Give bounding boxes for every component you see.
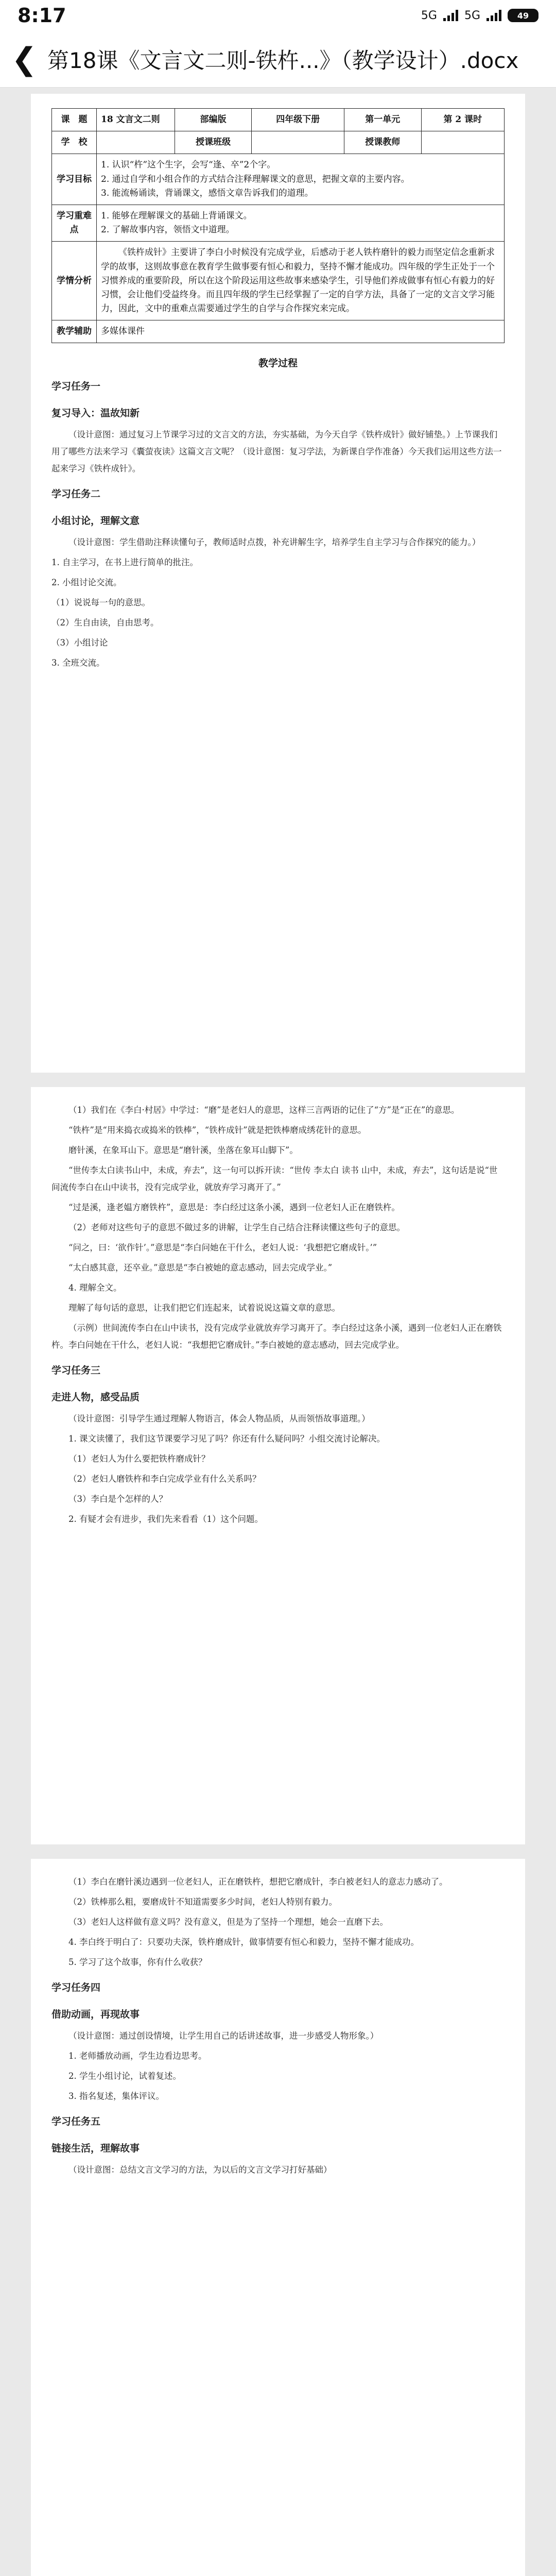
paragraph: 1. 课文读懂了，我们这节课要学习见了吗？你还有什么疑问吗？小组交流讨论解决。 <box>68 1434 385 1444</box>
cell-teacher-label: 授课教师 <box>344 131 421 154</box>
status-time: 8:17 <box>18 4 66 27</box>
cell-aid-label: 教学辅助 <box>52 320 97 343</box>
page-2 <box>31 1087 525 1844</box>
page-1 <box>31 94 525 1073</box>
task-2-heading: 学习任务二 <box>51 488 101 500</box>
task-2-item: （2）生自由读，自由思考。 <box>51 618 159 628</box>
task-4-subheading: 借助动画，再现故事 <box>51 2009 140 2020</box>
paragraph: 1. 老师播放动画，学生边看边思考。 <box>68 2051 207 2061</box>
signal-label-1: 5G <box>421 9 437 22</box>
task-3-subheading: 走进人物，感受品质 <box>51 1392 140 1403</box>
cell-goals: 1. 认识“杵”这个生字，会写“逢、卒”2个字。 2. 通过自学和小组合作的方式结合注释理解课文的意思，把握文章的主要内容。 3. 能流畅诵读，背诵课文，感悟文章告诉我们的道理。 <box>97 154 505 205</box>
paragraph: （3）老妇人这样做有意义吗？没有意义，但是为了坚持一个理想，她会一直磨下去。 <box>68 1917 388 1927</box>
task-4-heading: 学习任务四 <box>51 1982 101 1993</box>
cell-class <box>252 131 344 154</box>
paragraph: （示例）世间流传李白在山中读书，没有完成学业就放弃学习离开了。李白经过这条小溪，遇到一位老妇人正在磨铁杵。李白问她在干什么，老妇人说：“我想把它磨成针。”李白被她的意志感动，回去完成学业。 <box>51 1323 502 1350</box>
paragraph: （2）老师对这些句子的意思不做过多的讲解，让学生自己结合注释读懂这些句子的意思。 <box>68 1223 405 1232</box>
status-icons <box>421 9 538 22</box>
task-3-heading: 学习任务三 <box>51 1365 101 1376</box>
paragraph: “铁杵”是“用来捣衣或捣米的铁棒”，“铁杵成针”就是把铁棒磨成绣花针的意思。 <box>68 1125 367 1135</box>
paragraph: “问之，曰：‘欲作针’。”意思是“李白问她在干什么，老妇人说：‘我想把它磨成针。’” <box>68 1243 377 1252</box>
paragraph: （3）李白是个怎样的人？ <box>68 1494 167 1504</box>
status-bar <box>0 0 556 31</box>
task-2-item: （1）说说每一句的意思。 <box>51 598 150 608</box>
cell-topic-label: 课 题 <box>52 109 97 131</box>
paragraph: 3. 指名复述，集体评议。 <box>68 2091 164 2101</box>
task-2-subheading: 小组讨论，理解文意 <box>51 515 140 527</box>
cell-analysis-label: 学情分析 <box>52 242 97 320</box>
paragraph: 4. 李白终于明白了：只要功夫深，铁杵磨成针，做事情要有恒心和毅力，坚持不懈才能成功。 <box>68 1937 419 1947</box>
cell-school-label: 学 校 <box>52 131 97 154</box>
paragraph: （1）我们在《李白·村居》中学过：“磨”是老妇人的意思，这样三言两语的记住了“方”是“正在”的意思。 <box>68 1105 460 1115</box>
task-2-item: （3）小组讨论 <box>51 638 108 648</box>
task-5-subheading: 链接生活，理解故事 <box>51 2143 140 2154</box>
paragraph: （2）铁棒那么粗，要磨成针不知道需要多少时间，老妇人特别有毅力。 <box>68 1897 337 1907</box>
cell-class-label: 授课班级 <box>175 131 252 154</box>
cell-aid: 多媒体课件 <box>97 320 505 343</box>
paragraph: （2）老妇人磨铁杵和李白完成学业有什么关系吗？ <box>68 1474 261 1484</box>
paragraph: “太白感其意，还卒业。”意思是“李白被她的意志感动，回去完成学业。” <box>68 1263 333 1273</box>
battery-icon: 49 <box>508 9 538 22</box>
process-section-2 <box>51 1101 505 1528</box>
paragraph: （设计意图：引导学生通过理解人物语言，体会人物品质，从而领悟故事道理。） <box>68 1414 370 1423</box>
cell-topic: 18 文言文二则 <box>97 109 175 131</box>
paragraph: 5. 学习了这个故事，你有什么收获？ <box>68 1957 207 1967</box>
paragraph: （1）老妇人为什么要把铁杵磨成针？ <box>68 1454 210 1464</box>
page-3 <box>31 1859 525 2576</box>
process-section-3 <box>51 1873 505 2178</box>
signal-icon <box>443 10 458 21</box>
task-2-item: 3. 全班交流。 <box>51 658 105 668</box>
paragraph: 理解了每句话的意思，让我们把它们连起来，试着说说这篇文章的意思。 <box>68 1303 340 1313</box>
task-1-heading: 学习任务一 <box>51 381 101 393</box>
paragraph: 2. 有疑才会有进步，我们先来看看（1）这个问题。 <box>68 1514 263 1524</box>
back-icon[interactable]: ❮ <box>11 41 38 77</box>
cell-goals-label: 学习目标 <box>52 154 97 205</box>
title-bar <box>0 31 556 88</box>
lesson-info-table <box>51 108 505 343</box>
process-section-1 <box>51 377 505 671</box>
task-2-item: 1. 自主学习，在书上进行简单的批注。 <box>51 557 198 568</box>
cell-key-label: 学习重难点 <box>52 205 97 241</box>
paragraph: （设计意图：总结文言文学习的方法，为以后的文言文学习打好基础） <box>68 2165 332 2175</box>
task-2-item: 2. 小组讨论交流。 <box>51 578 122 588</box>
cell-teacher <box>421 131 504 154</box>
task-2-text: （设计意图：学生借助注释读懂句子，教师适时点拨，补充讲解生字，培养学生自主学习与合作探究的能力。） <box>68 537 481 548</box>
paragraph: （设计意图：通过创设情境，让学生用自己的话讲述故事，进一步感受人物形象。） <box>68 2031 379 2041</box>
cell-period: 第 2 课时 <box>421 109 504 131</box>
paragraph: “世传李太白读书山中，未成，弃去”，这一句可以拆开读：“世传 李太白 读书 山中，未成，弃去”，这句话是说“世间流传李白在山中读书，没有完成学业，就放弃学习离开了。” <box>51 1165 498 1192</box>
cell-grade: 四年级下册 <box>252 109 344 131</box>
process-title: 教学过程 <box>258 358 298 369</box>
paragraph: 磨针溪，在象耳山下。意思是“磨针溪，坐落在象耳山脚下”。 <box>68 1145 298 1155</box>
paragraph: （1）李白在磨针溪边遇到一位老妇人，正在磨铁杵，想把它磨成针，李白被老妇人的意志力感动了。 <box>68 1877 448 1887</box>
task-1-subheading: 复习导入：温故知新 <box>51 408 140 419</box>
cell-edition: 部编版 <box>175 109 252 131</box>
paragraph: “过是溪，逢老媪方磨铁杵”，意思是：李白经过这条小溪，遇到一位老妇人正在磨铁杵。 <box>68 1202 400 1212</box>
task-5-heading: 学习任务五 <box>51 2116 101 2127</box>
cell-analysis: 《铁杵成针》主要讲了李白小时候没有完成学业，后感动于老人铁杵磨针的毅力而坚定信念重新求学的故事，这则故事意在教育学生做事要有恒心和毅力，坚持不懈才能成功。四年级的学生正处于一个习惯养成的重要阶段，所以在这个阶段运用这些故事来感染学生，引导他们养成做事有恒心有毅力的好习惯，会让他们受益终身。而且四年级的学生已经掌握了一定的自学方法，具备了一定的文言文学习能力，因此，文中的重难点需要通过学生的自学与合作探究来完成。 <box>97 242 505 320</box>
signal-label-2: 5G <box>464 9 480 22</box>
paragraph: 4. 理解全文。 <box>68 1283 122 1293</box>
document-title: 第18课《文言文二则-铁杵...》（教学设计）.docx <box>47 47 519 73</box>
signal-icon-2 <box>486 10 501 21</box>
paragraph: 2. 学生小组讨论，试着复述。 <box>68 2071 181 2081</box>
cell-school <box>97 131 175 154</box>
document-viewer[interactable] <box>0 88 556 2576</box>
task-1-text: （设计意图：通过复习上节课学习过的文言文的方法，夯实基础，为今天自学《铁杵成针》做好铺垫。）上节课我们用了哪些方法来学习《囊萤夜读》这篇文言文呢？（设计意图：复习学法，为新课自学作准备）今天我们运用这些方法一起来学习《铁杵成针》。 <box>51 430 502 474</box>
cell-unit: 第一单元 <box>344 109 421 131</box>
cell-key: 1. 能够在理解课文的基础上背诵课文。 2. 了解故事内容，领悟文中道理。 <box>97 205 505 241</box>
